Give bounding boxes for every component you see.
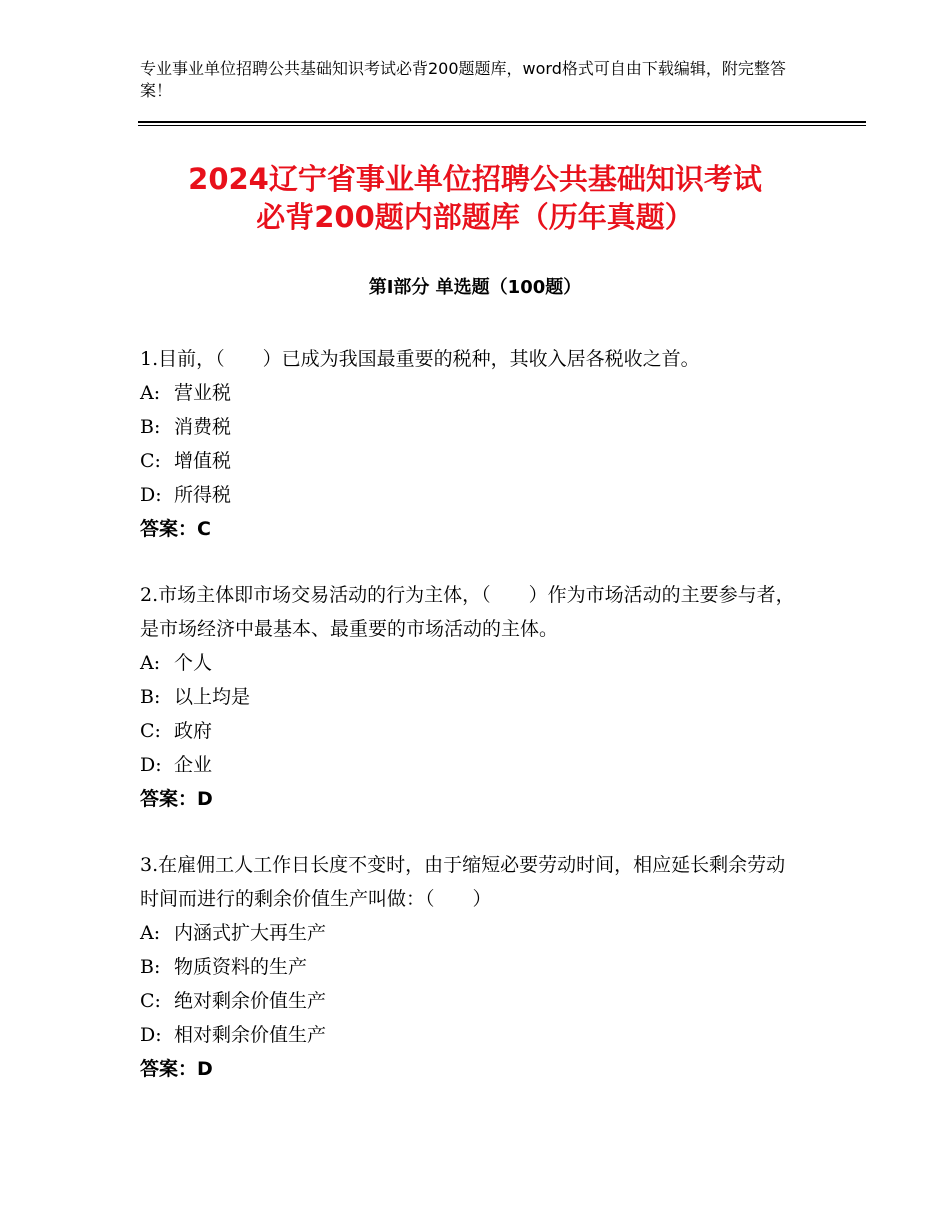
- header-note: 专业事业单位招聘公共基础知识考试必背200题题库，word格式可自由下载编辑，附完整答案！: [140, 59, 786, 100]
- question-list: [140, 342, 800, 1118]
- option-text: 企业: [174, 754, 213, 776]
- option-c: [140, 714, 800, 748]
- option-d: [140, 1018, 800, 1052]
- question-stem: 3.在雇佣工人工作日长度不变时，由于缩短必要劳动时间，相应延长剩余劳动时间而进行的剩余价值生产叫做：（ ）: [140, 854, 786, 910]
- option-letter: B:: [140, 956, 161, 978]
- document-title-line-2: 必背200题内部题库（历年真题）: [256, 200, 694, 234]
- option-d: [140, 748, 800, 782]
- option-letter: D:: [140, 754, 162, 776]
- option-a: [140, 916, 800, 950]
- option-b: [140, 410, 800, 444]
- option-text: 个人: [174, 652, 213, 674]
- header-rule-thick: [138, 121, 866, 123]
- option-c: [140, 444, 800, 478]
- option-letter: A:: [140, 922, 161, 944]
- option-text: 相对剩余价值生产: [174, 1024, 327, 1046]
- option-a: [140, 646, 800, 680]
- option-text: 消费税: [174, 416, 232, 438]
- answer-label: 答案：C: [140, 518, 211, 540]
- question-stem: 2.市场主体即市场交易活动的行为主体，（ ）作为市场活动的主要参与者，是市场经济中最基本、最重要的市场活动的主体。: [140, 584, 795, 640]
- option-text: 增值税: [174, 450, 232, 472]
- option-b: [140, 680, 800, 714]
- option-text: 营业税: [174, 382, 232, 404]
- option-text: 以上均是: [174, 686, 251, 708]
- header-rule-thin: [138, 125, 866, 126]
- question-stem: 1.目前，（ ）已成为我国最重要的税种，其收入居各税收之首。: [140, 348, 700, 370]
- section-title: 第Ⅰ部分 单选题（100题）: [368, 277, 582, 298]
- option-letter: B:: [140, 686, 161, 708]
- question-2: [140, 578, 800, 816]
- option-b: [140, 950, 800, 984]
- option-letter: C:: [140, 720, 161, 742]
- option-text: 政府: [174, 720, 213, 742]
- option-text: 内涵式扩大再生产: [174, 922, 327, 944]
- answer-label: 答案：D: [140, 788, 213, 810]
- option-d: [140, 478, 800, 512]
- answer-label: 答案：D: [140, 1058, 213, 1080]
- option-a: [140, 376, 800, 410]
- option-letter: D:: [140, 484, 162, 506]
- option-letter: D:: [140, 1024, 162, 1046]
- option-letter: A:: [140, 382, 161, 404]
- option-letter: C:: [140, 990, 161, 1012]
- option-letter: B:: [140, 416, 161, 438]
- document-title-line-1: 2024辽宁省事业单位招聘公共基础知识考试: [188, 162, 762, 196]
- option-text: 绝对剩余价值生产: [174, 990, 327, 1012]
- question-1: [140, 342, 800, 546]
- option-letter: A:: [140, 652, 161, 674]
- document-title: [100, 160, 850, 236]
- option-text: 物质资料的生产: [174, 956, 308, 978]
- question-3: [140, 848, 800, 1086]
- option-c: [140, 984, 800, 1018]
- option-letter: C:: [140, 450, 161, 472]
- option-text: 所得税: [174, 484, 232, 506]
